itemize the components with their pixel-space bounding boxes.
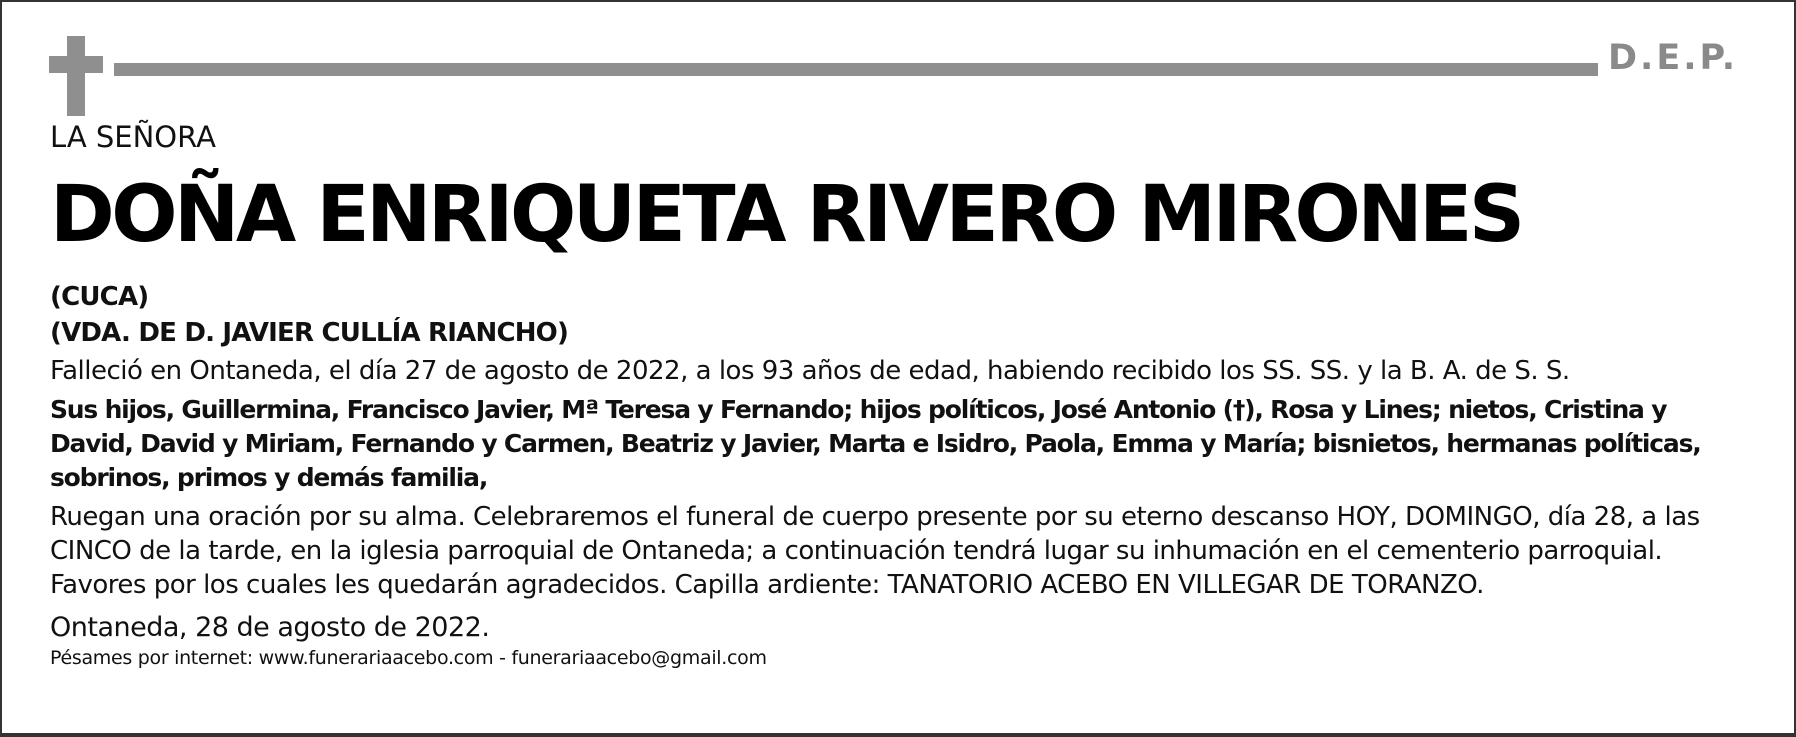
contact-line: Pésames por internet: www.funerariaacebo.com - funerariaacebo@gmail.com: [50, 647, 767, 669]
deceased-name: DOÑA ENRIQUETA RIVERO MIRONES: [50, 170, 1522, 260]
death-notice: Falleció en Ontaneda, el día 27 de agosto de 2022, a los 93 años de edad, habiendo recibido los SS. SS. y la B. A. de S. S.: [50, 356, 1570, 386]
place-date: Ontaneda, 28 de agosto de 2022.: [50, 612, 490, 643]
family-list: Sus hijos, Guillermina, Francisco Javier, Mª Teresa y Fernando; hijos políticos, José Antonio (†), Rosa y Lines; nietos, Cristina y David, David y Miriam, Fernando y Carmen, Beatriz y Javier, Marta e Isidro, Paola, Emma y María; bisnietos, hermanas políticas, sobrinos, primos y demás familia,: [50, 395, 1701, 492]
cross-horizontal-bar: [49, 56, 103, 73]
deceased-nickname: (CUCA): [50, 282, 149, 312]
header-rule: [114, 63, 1598, 76]
cross-vertical-bar: [67, 36, 85, 116]
dep-label: D.E.P.: [1608, 38, 1739, 78]
obituary-content: [50, 119, 1750, 671]
cross-icon: [49, 36, 103, 116]
honorific: LA SEÑORA: [50, 120, 216, 154]
widow-of: (VDA. DE D. JAVIER CULLÍA RIANCHO): [50, 318, 569, 348]
funeral-details: Ruegan una oración por su alma. Celebraremos el funeral de cuerpo presente por su eterno descanso HOY, DOMINGO, día 28, a las CINCO de la tarde, en la iglesia parroquial de Ontaneda; a continuación tendrá lugar su inhumación en el cementerio parroquial. Favores por los cuales les quedarán agradecidos. Capilla ardiente: TANATORIO ACEBO EN VILLEGAR DE TORANZO.: [50, 502, 1700, 600]
